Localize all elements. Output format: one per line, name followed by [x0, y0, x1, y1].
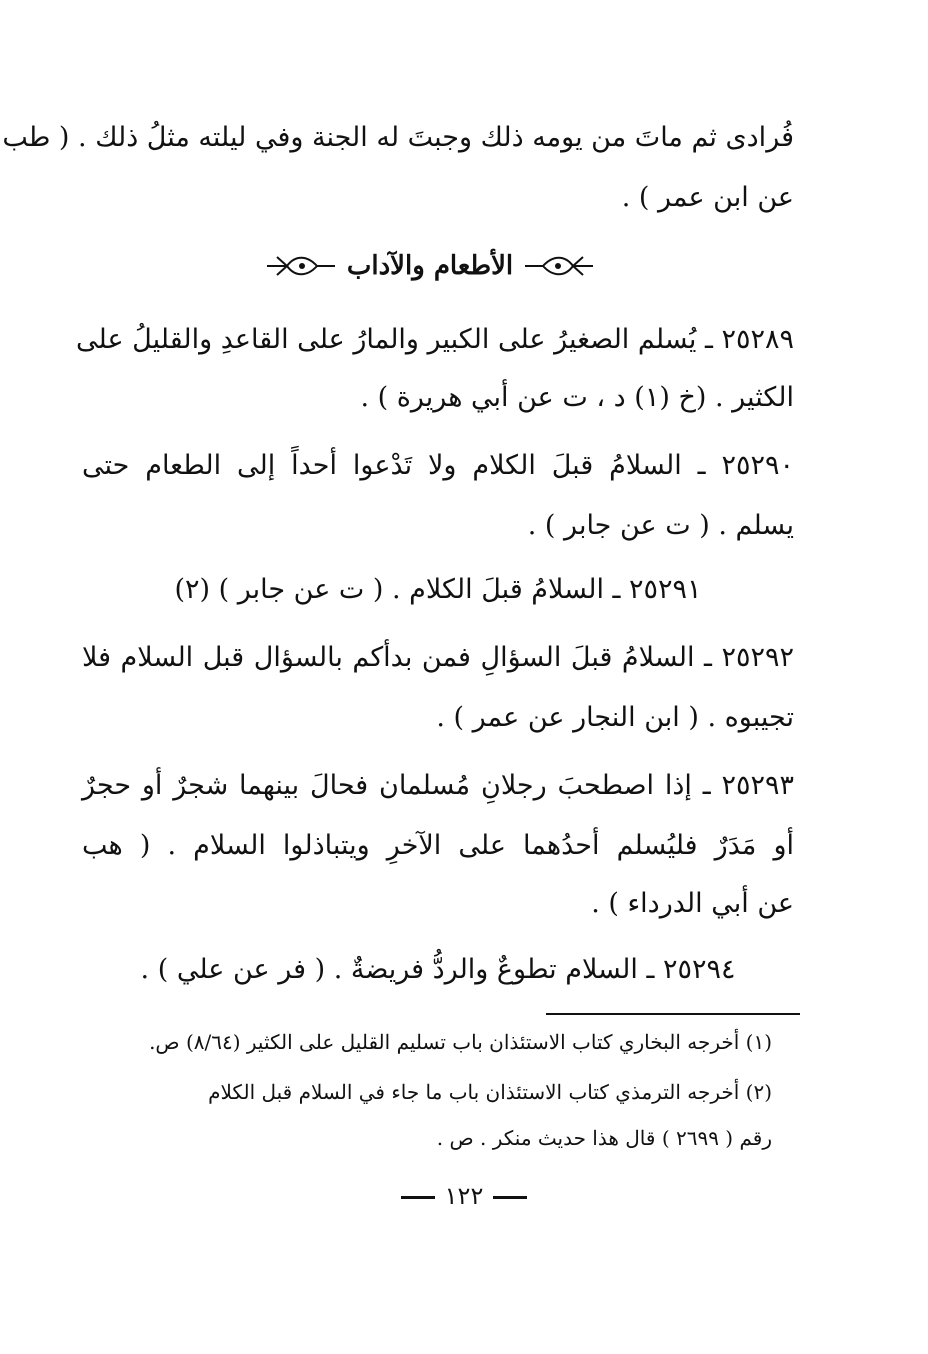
hadith-25294-line-1: ٢٥٢٩٤ ـ السلام تطوعٌ والردُّ فريضةٌ . ( فر عن علي ) .	[140, 954, 736, 985]
hadith-25292-line-2: تجيبوه . ( ابن النجار عن عمر ) .	[436, 702, 794, 733]
heading-ornament-right-icon	[523, 253, 595, 279]
hadith-25292-line-1: ٢٥٢٩٢ ـ السلامُ قبلَ السؤالِ فمن بدأكم بالسؤال قبل السلام فلا	[82, 642, 794, 673]
section-title: الأطعام والآداب	[346, 251, 514, 281]
page-number-dash-right	[493, 1196, 527, 1199]
page-number-dash-left	[401, 1196, 435, 1199]
heading-ornament-left-icon	[265, 253, 337, 279]
footnote-2-line-2: رقم ( ٢٦٩٩ ) قال هذا حديث منكر . ص .	[436, 1126, 772, 1150]
footnote-separator	[546, 1013, 800, 1015]
hadith-25289-line-1: ٢٥٢٨٩ ـ يُسلم الصغيرُ على الكبير والمارُ على القاعدِ والقليلُ على	[76, 324, 794, 355]
footnote-1: (١) أخرجه البخاري كتاب الاستئذان باب تسليم القليل على الكثير (٨/٦٤) ص.	[149, 1030, 772, 1054]
hadith-25289-line-2: الكثير . (خ (١) د ، ت عن أبي هريرة ) .	[360, 382, 794, 413]
section-heading	[200, 244, 660, 288]
hadith-25293-line-2: أو مَدَرٌ فليُسلم أحدُهما على الآخرِ ويتباذلوا السلام . ( هب	[82, 830, 794, 861]
hadith-25293-line-1: ٢٥٢٩٣ ـ إذا اصطحبَ رجلانِ مُسلمان فحالَ بينهما شجرٌ أو حجرٌ	[82, 770, 794, 801]
continuation-line-2: عن ابن عمر ) .	[621, 182, 794, 213]
page-number-value: ١٢٢	[444, 1182, 484, 1210]
continuation-line-1: فُرادى ثم ماتَ من يومه ذلك وجبتَ له الجنة وفي ليلته مثلُ ذلك . ( طب	[2, 122, 794, 153]
page-number	[364, 1180, 564, 1212]
hadith-25293-line-3: عن أبي الدرداء ) .	[591, 888, 794, 919]
hadith-25290-line-1: ٢٥٢٩٠ ـ السلامُ قبلَ الكلام ولا تَدْعوا أحداً إلى الطعام حتى	[82, 450, 794, 481]
hadith-25290-line-2: يسلم . ( ت عن جابر ) .	[527, 510, 794, 541]
footnote-2-line-1: (٢) أخرجه الترمذي كتاب الاستئذان باب ما جاء في السلام قبل الكلام	[208, 1080, 772, 1104]
hadith-25291-line-1: ٢٥٢٩١ ـ السلامُ قبلَ الكلام . ( ت عن جابر ) (٢)	[174, 574, 702, 605]
